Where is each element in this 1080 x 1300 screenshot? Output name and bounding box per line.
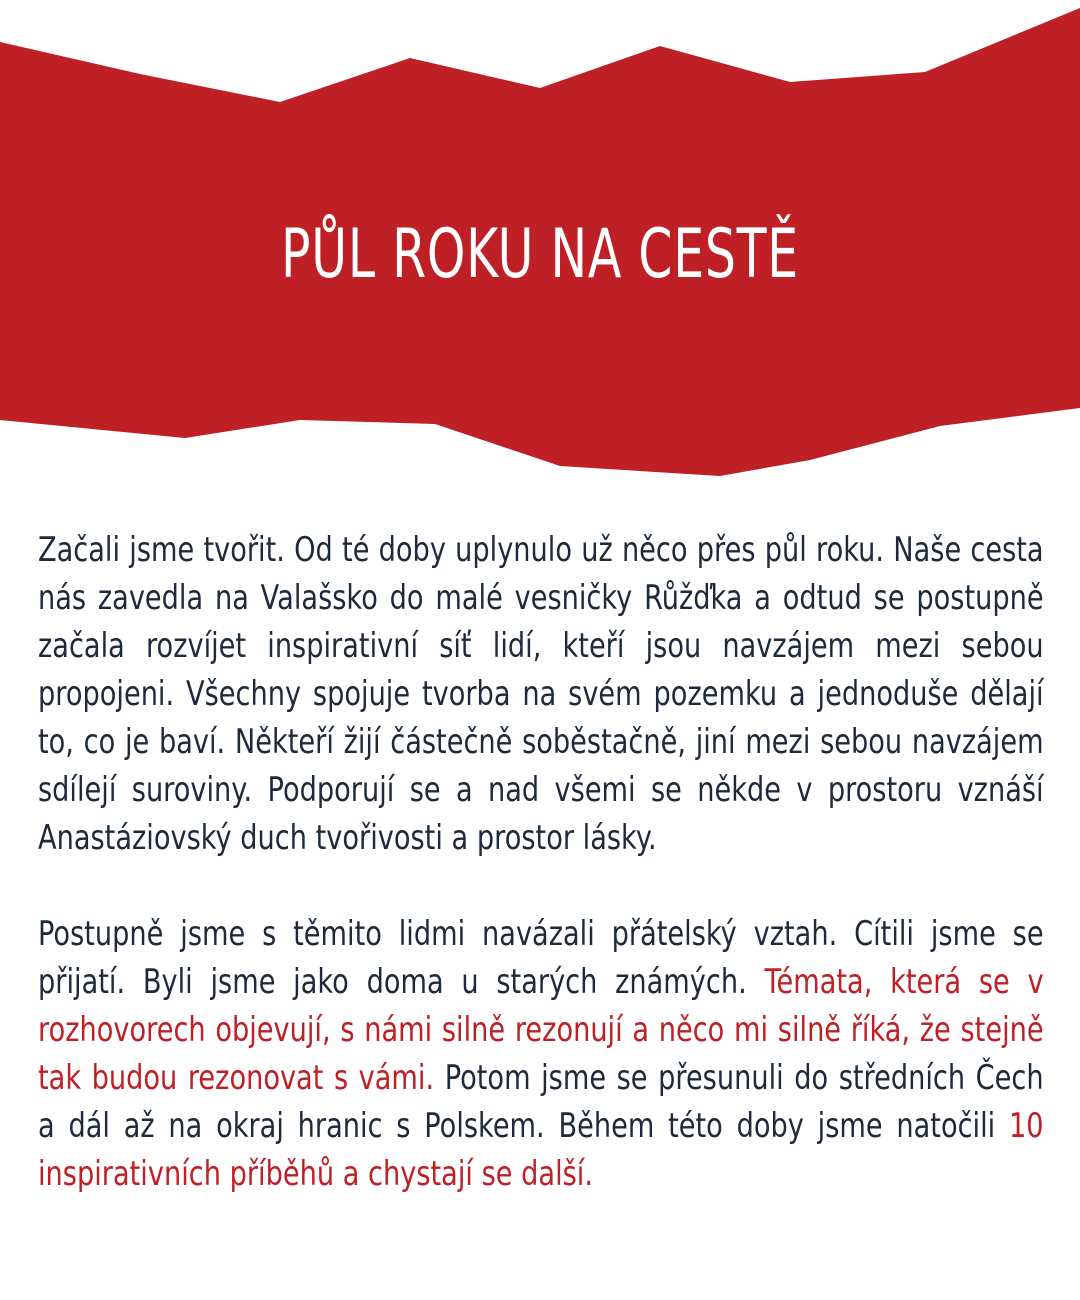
paragraph-intro <box>38 526 1044 862</box>
paragraph-story <box>38 910 1044 1198</box>
highlight-stories-count: 10 inspirativních příběhů a chystají se další. <box>38 1106 1044 1194</box>
paragraph-story-text-start: Postupně jsme s těmito lidmi navázali přátelský vztah. Cítili jsme se přijatí. Byli jsme jako doma u starých známých. <box>38 914 1044 1002</box>
page-title: PŮL ROKU NA CESTĚ <box>281 215 799 294</box>
paragraph-story-text-middle: Potom jsme se přesunuli do středních Čech a dál až na okraj hranic s Polskem. Během této doby jsme natočili <box>38 1058 1044 1146</box>
title-banner <box>0 0 1080 480</box>
article-body <box>38 526 1044 1198</box>
paragraph-intro-text: Začali jsme tvořit. Od té doby uplynulo už něco přes půl roku. Naše cesta nás zavedla na Valašsko do malé vesničky Růžďka a odtud se postupně začala rozvíjet inspirativní síť lidí, kteří jsou navzájem mezi sebou propojeni. Všechny spojuje tvorba na svém pozemku a jednoduše dělají to, co je baví. Někteří žijí částečně soběstačně, jiní mezi sebou navzájem sdílejí suroviny. Podporují se a nad všemi se někde v prostoru vznáší Anastáziovský duch tvořivosti a prostor lásky. <box>38 530 1044 858</box>
highlight-resonance: Témata, která se v rozhovorech objevují, s námi silně rezonují a něco mi silně říká, že stejně tak budou rezonovat s vámi. <box>38 962 1044 1098</box>
